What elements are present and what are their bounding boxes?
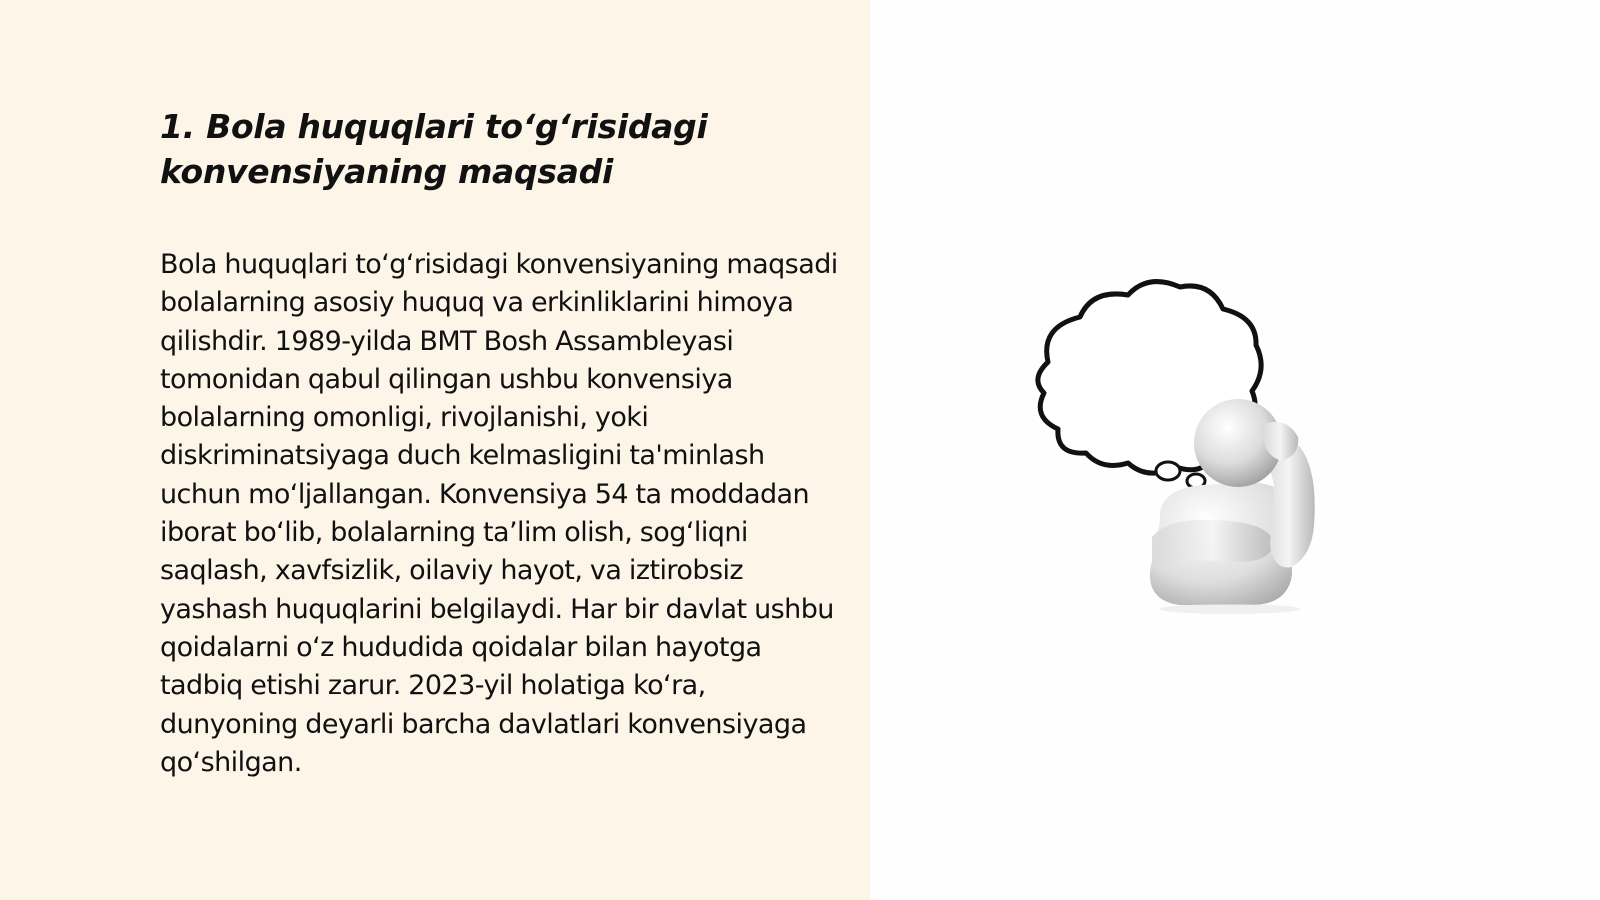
figure-arm-lower [1152,520,1274,565]
thinking-person-icon [1030,275,1350,615]
slide-body-text: Bola huquqlari to‘g‘risidagi konvensiyaning maqsadi bolalarning asosiy huquq va erkinliklarini himoya qilishdir. 1989-yilda BMT Bosh Assambleyasi tomonidan qabul qilingan ushbu konvensiya bolalarning omonligi, rivojlanishi, yoki diskriminatsiyaga duch kelmasligini ta'minlash uchun mo‘ljallangan. Konvensiya 54 ta moddadan iborat bo‘lib, bolalarning ta’lim olish, sog‘liqni saqlash, xavfsizlik, oilaviy hayot, va iztirobsiz yashash huquqlarini belgilaydi. Har bir davlat ushbu qoidalarni o‘z hududida qoidalar bilan hayotga tadbiq etishi zarur. 2023-yil holatiga ko‘ra, dunyoning deyarli barcha davlatlari konvensiyaga qo‘shilgan. [160,249,838,778]
thought-bubble-small-1 [1156,462,1180,480]
slide-title: 1. Bola huquqlari to‘g‘risidagi konvensiyaning maqsadi [160,107,708,191]
